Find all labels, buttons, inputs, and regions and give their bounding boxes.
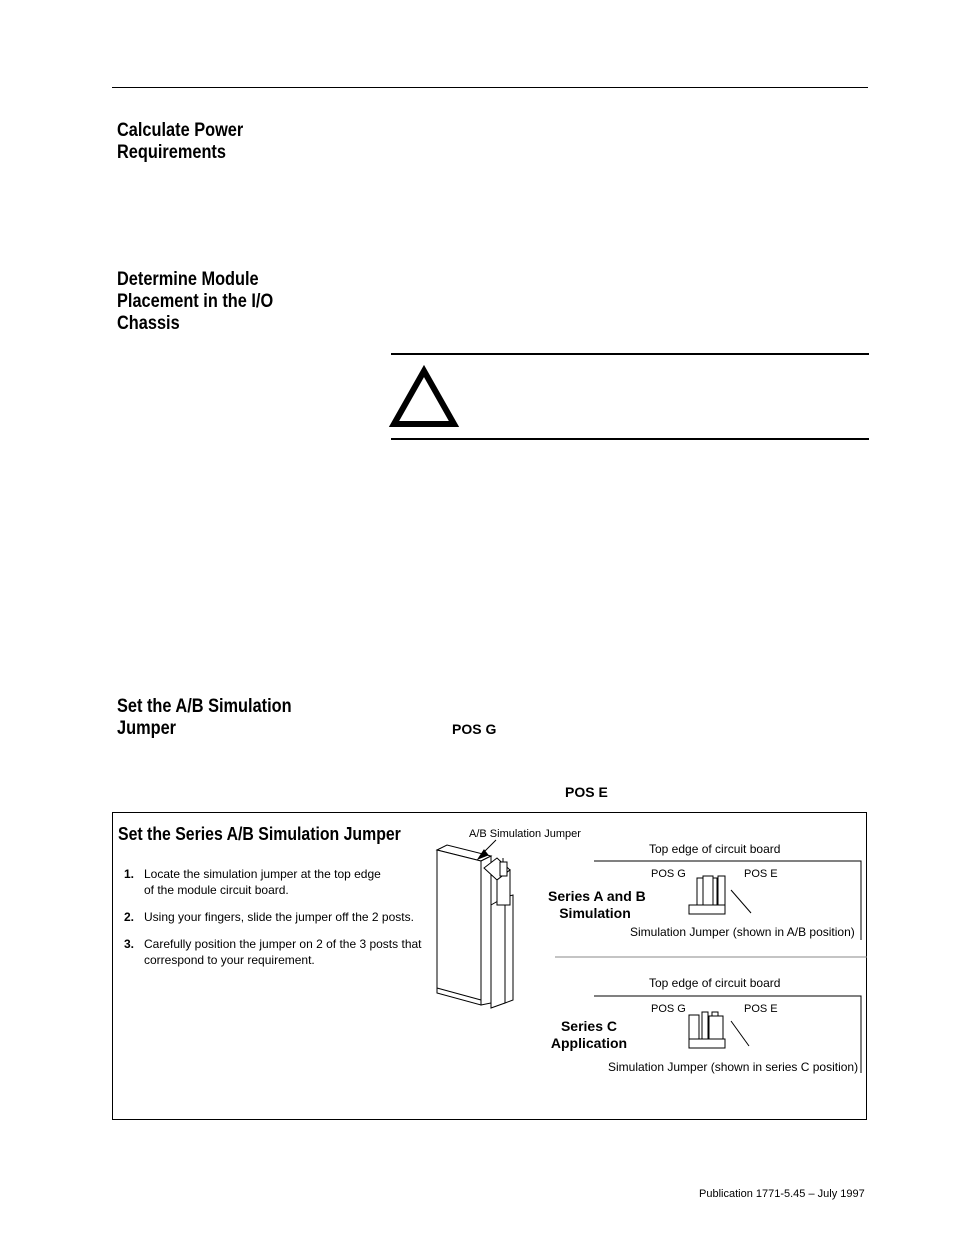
heading-line: Set the A/B Simulation [117, 696, 292, 717]
caption-c: Simulation Jumper (shown in series C position) [608, 1060, 859, 1074]
steps-list [124, 866, 424, 979]
warning-bottom-rule [391, 438, 869, 440]
board-edge-label: Top edge of circuit board [649, 842, 781, 856]
list-item [124, 909, 424, 925]
warning-top-rule [391, 353, 869, 355]
heading-line: Chassis [117, 313, 180, 334]
heading-module-placement [117, 269, 273, 335]
series-c-label [548, 1018, 630, 1052]
series-line: Application [550, 1035, 628, 1051]
heading-line: Jumper [117, 718, 177, 739]
warning-triangle-icon [394, 371, 454, 424]
heading-set-simulation-jumper [117, 696, 292, 740]
series-ab-label [548, 888, 646, 922]
step-number: 3. [124, 937, 135, 951]
publication-footer: Publication 1771-5.45 – July 1997 [699, 1188, 865, 1200]
board-edge-label: Top edge of circuit board [649, 976, 781, 990]
pos-e-label-c: POS E [744, 1003, 778, 1015]
list-item [124, 866, 424, 898]
step-text: Carefully position the jumper on 2 of the 3 posts that [144, 937, 422, 951]
pos-e-label: POS E [565, 784, 608, 800]
top-rule [112, 87, 868, 88]
list-item [124, 936, 424, 968]
series-line: Series C [560, 1018, 618, 1034]
heading-line: Requirements [117, 142, 226, 163]
module-callout-label: A/B Simulation Jumper [469, 828, 581, 840]
series-line: Simulation [559, 905, 631, 921]
heading-line: Placement in the I/O [117, 291, 274, 312]
heading-line: Calculate Power [117, 120, 244, 141]
step-text: of the module circuit board. [144, 883, 289, 897]
pos-e-label-ab: POS E [744, 868, 778, 880]
pos-g-label-c: POS G [651, 1003, 686, 1015]
step-number: 2. [124, 910, 135, 924]
heading-calculate-power [117, 120, 243, 164]
step-text: Using your fingers, slide the jumper off the 2 posts. [144, 910, 414, 924]
pos-g-label-ab: POS G [651, 868, 686, 880]
caption-ab: Simulation Jumper (shown in A/B position) [630, 925, 855, 939]
step-number: 1. [124, 867, 135, 881]
series-line: Series A and B [548, 888, 646, 904]
step-text: correspond to your requirement. [144, 953, 315, 967]
step-text: Locate the simulation jumper at the top edge [144, 867, 381, 881]
pos-g-label: POS G [452, 721, 497, 737]
box-title: Set the Series A/B Simulation Jumper [118, 824, 401, 844]
heading-line: Determine Module [117, 269, 259, 290]
